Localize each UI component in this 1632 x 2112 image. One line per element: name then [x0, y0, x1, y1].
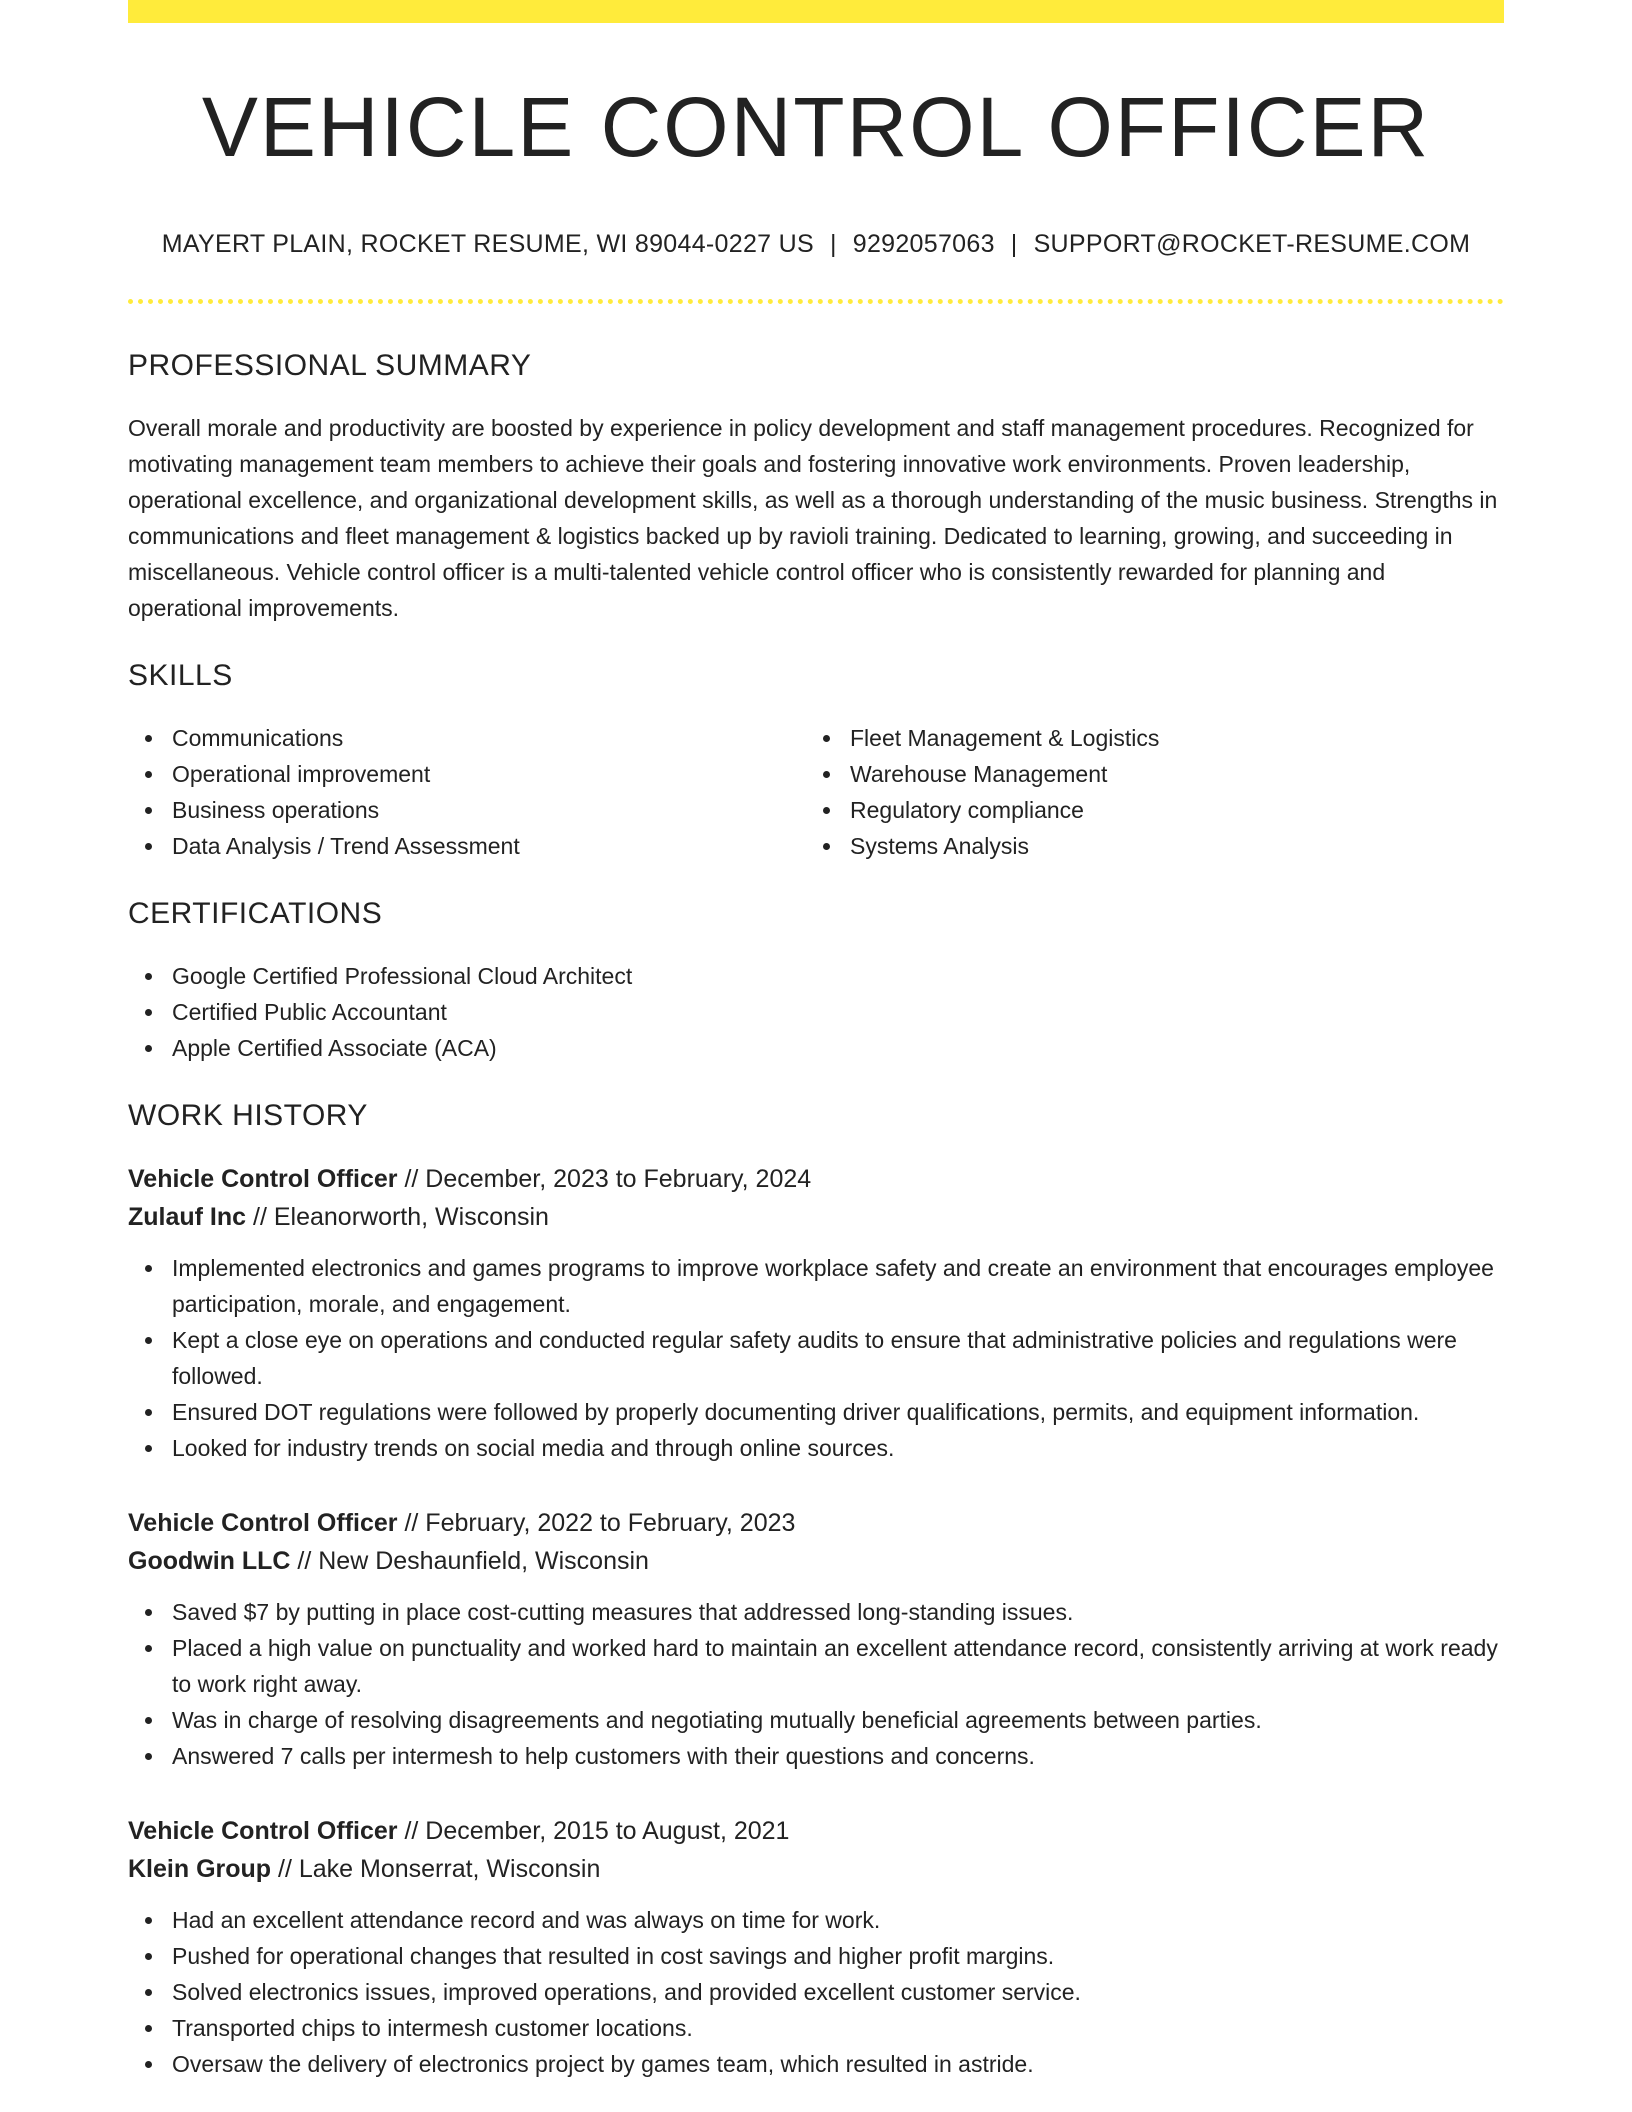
job-bullet: Saved $7 by putting in place cost-cutting measures that addressed long-standing issues. — [128, 1594, 1504, 1630]
skills-left-list — [128, 720, 806, 864]
skill-item: Systems Analysis — [806, 828, 1484, 864]
job-role: Vehicle Control Officer — [128, 1165, 398, 1194]
job-bullet: Implemented electronics and games programs to improve workplace safety and create an environment that encourages employee participation, morale, and engagement. — [128, 1250, 1504, 1322]
job-bullet: Was in charge of resolving disagreements and negotiating mutually beneficial agreements between parties. — [128, 1702, 1504, 1738]
job-bullets — [128, 1902, 1504, 2082]
job-company: Zulauf Inc — [128, 1203, 247, 1232]
job-bullet: Answered 7 calls per intermesh to help customers with their questions and concerns. — [128, 1738, 1504, 1774]
job-role: Vehicle Control Officer — [128, 1509, 398, 1538]
skills-right-list — [806, 720, 1484, 864]
certifications-list — [128, 958, 1504, 1066]
skill-item: Fleet Management & Logistics — [806, 720, 1484, 756]
job-entry — [128, 1160, 1504, 1466]
job-bullet: Placed a high value on punctuality and worked hard to maintain an excellent attendance record, consistently arriving at work ready to work right away. — [128, 1630, 1504, 1702]
job-location: // Eleanorworth, Wisconsin — [246, 1203, 549, 1232]
certifications-heading: CERTIFICATIONS — [128, 897, 383, 931]
certification-item: Google Certified Professional Cloud Architect — [128, 958, 1504, 994]
job-bullet: Had an excellent attendance record and was always on time for work. — [128, 1902, 1504, 1938]
skill-item: Communications — [128, 720, 806, 756]
skill-item: Operational improvement — [128, 756, 806, 792]
job-role-line — [128, 1812, 1504, 1850]
job-dates: // December, 2015 to August, 2021 — [397, 1817, 790, 1846]
skill-item: Regulatory compliance — [806, 792, 1484, 828]
job-bullets — [128, 1250, 1504, 1466]
contact-separator: | — [829, 230, 837, 259]
skills-grid — [128, 720, 1504, 864]
job-company: Klein Group — [128, 1855, 272, 1884]
skill-item: Data Analysis / Trend Assessment — [128, 828, 806, 864]
work-history-heading: WORK HISTORY — [128, 1099, 368, 1133]
contact-email: SUPPORT@ROCKET-RESUME.COM — [1033, 230, 1471, 259]
job-location: // New Deshaunfield, Wisconsin — [290, 1547, 649, 1576]
job-bullet: Transported chips to intermesh customer locations. — [128, 2010, 1504, 2046]
job-bullet: Pushed for operational changes that resulted in cost savings and higher profit margins. — [128, 1938, 1504, 1974]
job-role-line — [128, 1160, 1504, 1198]
job-bullet: Looked for industry trends on social media and through online sources. — [128, 1430, 1504, 1466]
summary-heading: PROFESSIONAL SUMMARY — [128, 349, 532, 383]
candidate-title: VEHICLE CONTROL OFFICER — [201, 80, 1431, 174]
header-divider — [128, 299, 1504, 304]
certification-item: Apple Certified Associate (ACA) — [128, 1030, 1504, 1066]
job-company-line — [128, 1542, 1504, 1580]
certification-item: Certified Public Accountant — [128, 994, 1504, 1030]
job-bullet: Kept a close eye on operations and conducted regular safety audits to ensure that administrative policies and regulations were followed. — [128, 1322, 1504, 1394]
job-location: // Lake Monserrat, Wisconsin — [271, 1855, 601, 1884]
job-bullets — [128, 1594, 1504, 1774]
skills-heading: SKILLS — [128, 659, 233, 693]
contact-address: MAYERT PLAIN, ROCKET RESUME, WI 89044-0227 US — [161, 230, 814, 259]
contact-line — [128, 229, 1504, 259]
job-role-line — [128, 1504, 1504, 1542]
top-accent-bar — [128, 0, 1504, 23]
job-company: Goodwin LLC — [128, 1547, 291, 1576]
job-bullet: Ensured DOT regulations were followed by properly documenting driver qualifications, permits, and equipment information. — [128, 1394, 1504, 1430]
contact-phone: 9292057063 — [852, 230, 995, 259]
job-entry — [128, 1812, 1504, 2082]
job-entry — [128, 1504, 1504, 1774]
job-dates: // February, 2022 to February, 2023 — [397, 1509, 796, 1538]
contact-separator: | — [1010, 230, 1018, 259]
resume-page — [128, 0, 1504, 2082]
job-role: Vehicle Control Officer — [128, 1817, 398, 1846]
skill-item: Warehouse Management — [806, 756, 1484, 792]
skill-item: Business operations — [128, 792, 806, 828]
job-company-line — [128, 1198, 1504, 1236]
job-dates: // December, 2023 to February, 2024 — [397, 1165, 812, 1194]
job-company-line — [128, 1850, 1504, 1888]
job-bullet: Oversaw the delivery of electronics project by games team, which resulted in astride. — [128, 2046, 1504, 2082]
summary-text: Overall morale and productivity are boosted by experience in policy development and staff management procedures. Recognized for motivating management team members to achieve their goals and fostering innovative work environments. Proven leadership, operational excellence, and organizational development skills, as well as a thorough understanding of the music business. Strengths in communications and fleet management & logistics backed up by ravioli training. Dedicated to learning, growing, and succeeding in miscellaneous. Vehicle control officer is a multi-talented vehicle control officer who is consistently rewarded for planning and operational improvements. — [128, 415, 1498, 622]
job-bullet: Solved electronics issues, improved operations, and provided excellent customer service. — [128, 1974, 1504, 2010]
